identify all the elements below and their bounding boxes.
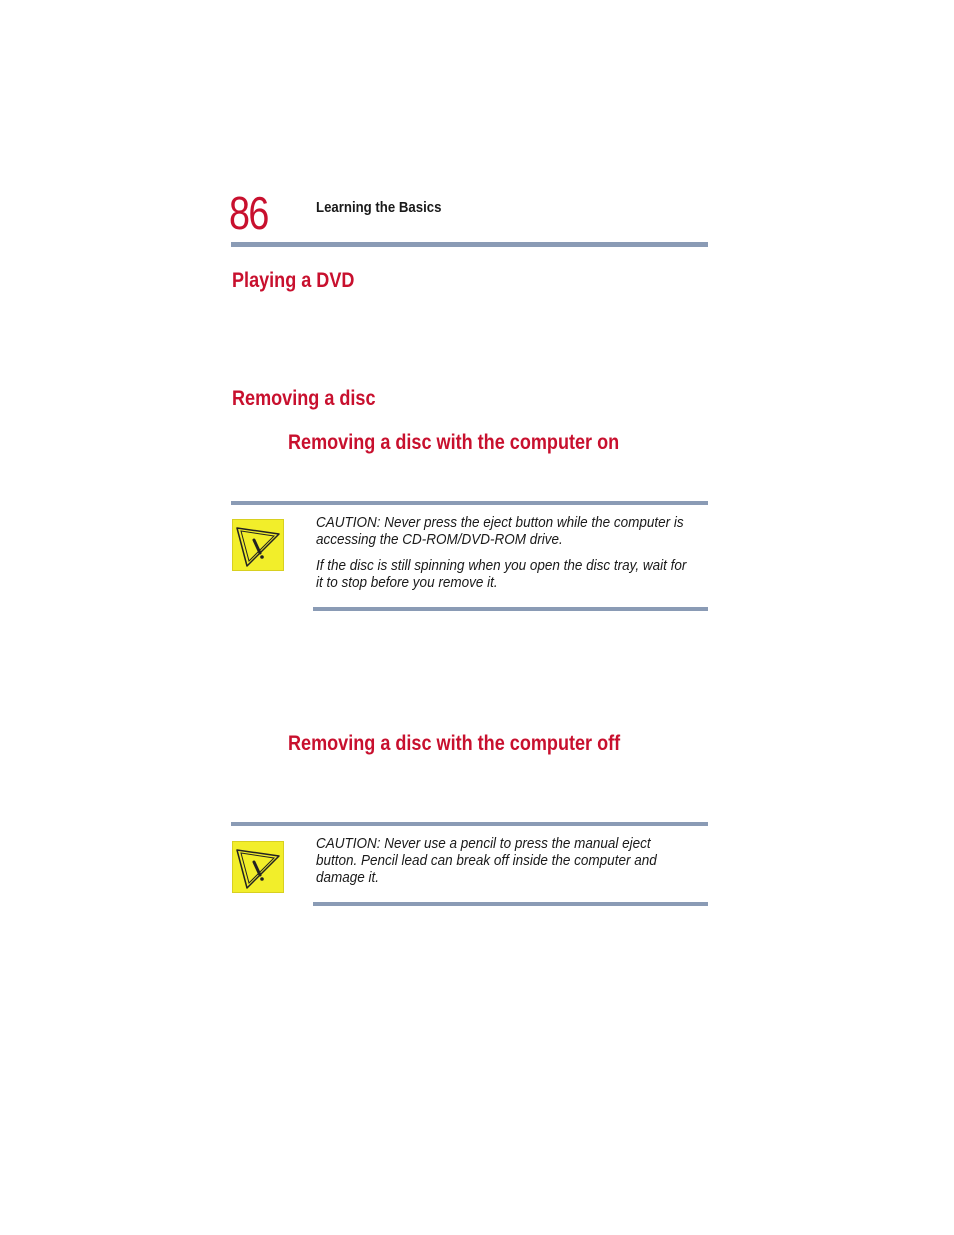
caution-bottom-rule [313, 902, 708, 906]
caution-note-eject [316, 514, 696, 600]
caution-text: CAUTION: Never press the eject button while the computer is accessing the CD-ROM/DVD-ROM drive. [316, 514, 684, 548]
caution-triangle-icon [232, 519, 284, 571]
subheading-removing-computer-off: Removing a disc with the computer off [288, 732, 621, 755]
caution-bottom-rule [313, 607, 708, 611]
caution-note-pencil [316, 835, 696, 895]
heading-removing-disc: Removing a disc [232, 387, 376, 410]
header-rule [231, 242, 708, 247]
running-header: Learning the Basics [316, 199, 442, 216]
caution-triangle-icon [232, 841, 284, 893]
page-number: 86 [229, 187, 268, 239]
caution-text: If the disc is still spinning when you open the disc tray, wait for it to stop before you remove it. [316, 557, 687, 591]
subheading-removing-computer-on: Removing a disc with the computer on [288, 431, 620, 454]
caution-text: CAUTION: Never use a pencil to press the manual eject button. Pencil lead can break off inside the computer and damage it. [316, 835, 657, 886]
caution-top-rule [231, 501, 708, 505]
caution-top-rule [231, 822, 708, 826]
heading-playing-dvd: Playing a DVD [232, 269, 355, 292]
